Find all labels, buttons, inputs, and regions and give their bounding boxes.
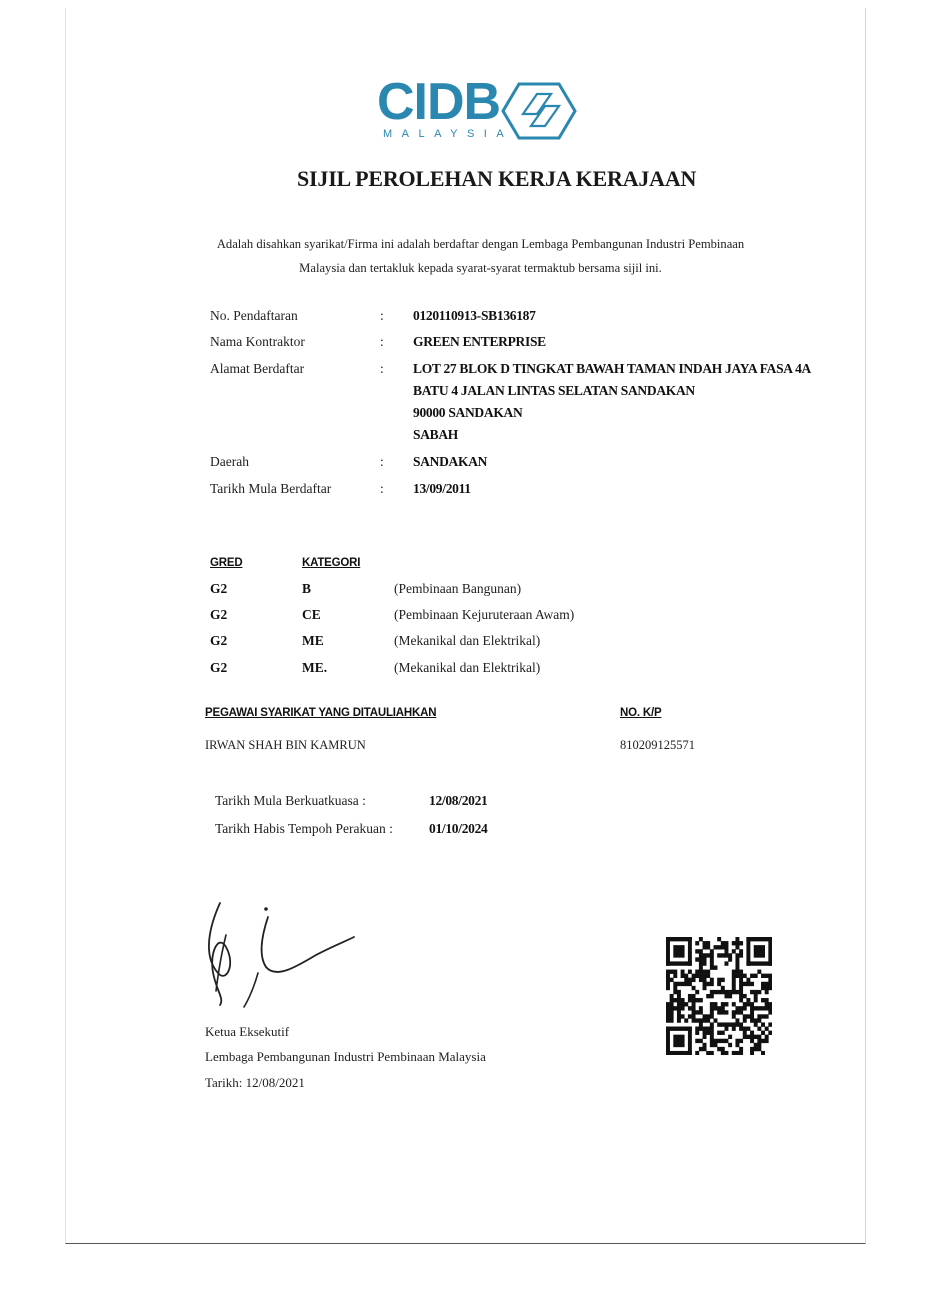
- address-line-4: SABAH: [413, 427, 459, 442]
- signatory-date: Tarikh: 12/08/2021: [205, 1075, 305, 1090]
- category-cell: ME: [302, 633, 324, 648]
- officer-kp: 810209125571: [620, 738, 695, 752]
- validity-end-value: 01/10/2024: [429, 821, 488, 836]
- separator: :: [380, 361, 384, 376]
- cidb-hexagon-logo-icon: [501, 80, 577, 142]
- category-header: KATEGORI: [302, 557, 361, 569]
- registration-no-label: No. Pendaftaran: [210, 308, 298, 323]
- contractor-value: GREEN ENTERPRISE: [413, 334, 546, 349]
- signatory-title: Ketua Eksekutif: [205, 1024, 290, 1039]
- validity-start-value: 12/08/2021: [429, 793, 488, 808]
- separator: :: [380, 308, 384, 323]
- separator: :: [380, 454, 384, 469]
- registration-no-value: 0120110913-SB136187: [413, 308, 536, 323]
- signatory-org: Lembaga Pembangunan Industri Pembinaan Malaysia: [205, 1049, 486, 1064]
- intro-line-1: Adalah disahkan syarikat/Firma ini adalah berdaftar dengan Lembaga Pembangunan Industri Pembinaan: [216, 237, 745, 251]
- contractor-label: Nama Kontraktor: [210, 334, 305, 349]
- grade-cell: G2: [210, 607, 228, 622]
- reg-date-value: 13/09/2011: [413, 481, 471, 496]
- officer-header: PEGAWAI SYARIKAT YANG DITAULIAHKAN: [205, 707, 437, 719]
- address-line-2: BATU 4 JALAN LINTAS SELATAN SANDAKAN: [413, 383, 695, 398]
- address-label: Alamat Berdaftar: [210, 361, 305, 376]
- category-description: (Mekanikal dan Elektrikal): [394, 660, 541, 675]
- district-label: Daerah: [210, 454, 249, 469]
- intro-line-2: Malaysia dan tertakluk kepada syarat-syarat termaktub bersama sijil ini.: [299, 261, 662, 275]
- cidb-logo: [377, 73, 577, 148]
- certificate-title: SIJIL PEROLEHAN KERJA KERAJAAN: [297, 166, 697, 191]
- officer-name: IRWAN SHAH BIN KAMRUN: [205, 738, 366, 752]
- category-description: (Pembinaan Kejuruteraan Awam): [394, 607, 575, 622]
- category-description: (Mekanikal dan Elektrikal): [394, 633, 541, 648]
- separator: :: [380, 334, 384, 349]
- validity-start-label: Tarikh Mula Berkuatkuasa :: [215, 793, 366, 808]
- logo-wordmark: CIDB: [377, 73, 501, 131]
- grade-header: GRED: [210, 557, 243, 569]
- address-line-3: 90000 SANDAKAN: [413, 405, 523, 420]
- qr-code-icon: [666, 937, 772, 1055]
- category-cell: CE: [302, 607, 321, 622]
- signature-image: [196, 895, 356, 1015]
- grade-cell: G2: [210, 660, 228, 675]
- grade-cell: G2: [210, 633, 228, 648]
- kp-header: NO. K/P: [620, 707, 662, 719]
- validity-end-label: Tarikh Habis Tempoh Perakuan :: [215, 821, 393, 836]
- district-value: SANDAKAN: [413, 454, 488, 469]
- address-line-1: LOT 27 BLOK D TINGKAT BAWAH TAMAN INDAH JAYA FASA 4A: [413, 361, 811, 376]
- category-description: (Pembinaan Bangunan): [394, 581, 522, 596]
- logo-subtitle: MALAYSIA: [383, 128, 514, 140]
- separator: :: [380, 481, 384, 496]
- reg-date-label: Tarikh Mula Berdaftar: [210, 481, 332, 496]
- intro-text: [204, 232, 757, 280]
- grade-cell: G2: [210, 581, 228, 596]
- category-cell: ME.: [302, 660, 328, 675]
- category-cell: B: [302, 581, 312, 596]
